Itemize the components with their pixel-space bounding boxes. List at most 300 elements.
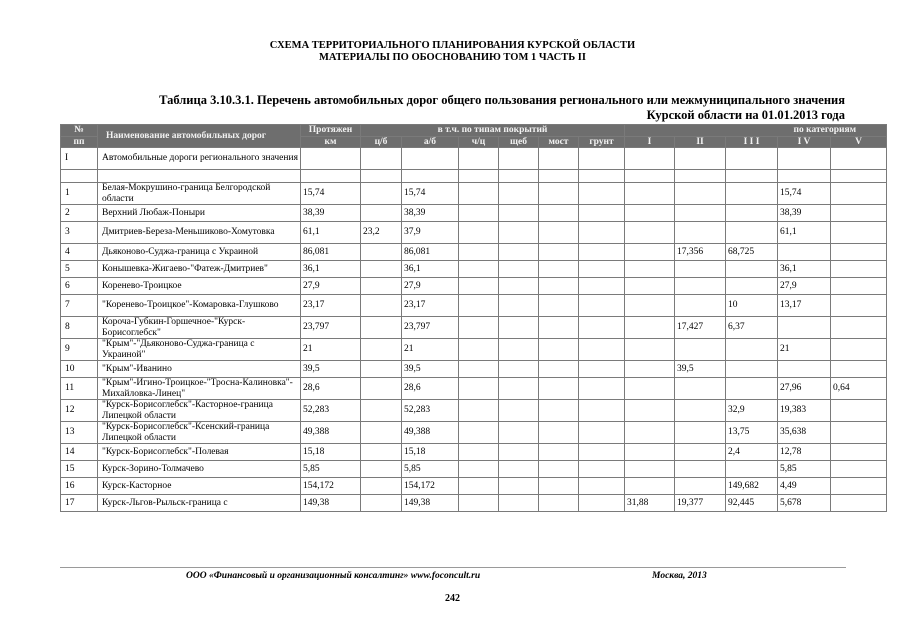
category-5 [831,461,887,478]
category-4: 27,96 [778,378,831,400]
table-row [61,378,887,400]
category-1 [625,339,675,361]
category-4: 5,678 [778,495,831,512]
category-1 [625,317,675,339]
header-most: мост [539,136,579,148]
category-5 [831,295,887,317]
surface-most [539,444,579,461]
category-5 [831,148,887,170]
category-5 [831,400,887,422]
category-2: 19,377 [675,495,726,512]
category-1 [625,183,675,205]
surface-cb [361,205,402,222]
surface-most [539,361,579,378]
surface-chc [459,461,499,478]
surface-sheb [499,495,539,512]
road-name: Конышевка-Жигаево-"Фатеж-Дмитриев" [98,261,301,278]
surface-sheb [499,295,539,317]
category-2 [675,183,726,205]
header-road-name: Наименование автомобильных дорог [98,125,301,148]
surface-cb [361,478,402,495]
surface-ab: 86,081 [402,244,459,261]
surface-sheb [499,478,539,495]
road-name: "Курск-Борисоглебск"-Полевая [98,444,301,461]
surface-most [539,261,579,278]
surface-chc [459,478,499,495]
page-footer [60,567,846,582]
surface-most [539,478,579,495]
table-row [61,478,887,495]
header-cat-4: I V [778,136,831,148]
row-number: I [61,148,98,170]
surface-ab: 39,5 [402,361,459,378]
length-km: 27,9 [301,278,361,295]
category-1 [625,400,675,422]
category-1 [625,295,675,317]
header-cat-1: I [625,136,675,148]
row-number: 2 [61,205,98,222]
length-km: 149,38 [301,495,361,512]
surface-sheb [499,461,539,478]
category-2 [675,148,726,170]
category-2: 17,427 [675,317,726,339]
category-1 [625,261,675,278]
surface-sheb [499,261,539,278]
category-3 [726,261,778,278]
category-3: 10 [726,295,778,317]
surface-chc [459,278,499,295]
category-1 [625,170,675,183]
surface-grunt [579,400,625,422]
table-row [61,422,887,444]
category-5 [831,444,887,461]
category-2 [675,378,726,400]
table-row [61,244,887,261]
table-header-row-1 [61,125,887,137]
row-number: 17 [61,495,98,512]
row-number: 8 [61,317,98,339]
category-4: 21 [778,339,831,361]
header-categories: по категориям [625,125,887,137]
length-km: 86,081 [301,244,361,261]
road-name: Курск-Касторное [98,478,301,495]
surface-grunt [579,278,625,295]
road-name: Дмитриев-Береза-Меньшиково-Хомутовка [98,222,301,244]
table-row [61,148,887,170]
category-3 [726,278,778,295]
surface-most [539,339,579,361]
category-5 [831,222,887,244]
row-number: 9 [61,339,98,361]
surface-ab: 149,38 [402,495,459,512]
category-4 [778,361,831,378]
surface-ab: 52,283 [402,400,459,422]
header-ab: а/б [402,136,459,148]
header-num: № [61,125,98,137]
length-km: 28,6 [301,378,361,400]
surface-sheb [499,148,539,170]
surface-grunt [579,170,625,183]
road-name: Курск-Зорино-Толмачево [98,461,301,478]
category-5 [831,205,887,222]
surface-cb [361,170,402,183]
surface-ab [402,148,459,170]
surface-cb [361,148,402,170]
category-5 [831,317,887,339]
surface-grunt [579,461,625,478]
surface-chc [459,400,499,422]
row-number: 14 [61,444,98,461]
header-pp: пп [61,136,98,148]
surface-grunt [579,378,625,400]
category-1 [625,378,675,400]
surface-chc [459,261,499,278]
road-name: Коренево-Троицкое [98,278,301,295]
surface-most [539,317,579,339]
category-3 [726,222,778,244]
surface-cb [361,244,402,261]
surface-ab: 49,388 [402,422,459,444]
table-row [61,222,887,244]
category-5 [831,278,887,295]
footer-company: ООО «Финансовый и организационный консалтинг» www.foconcult.ru [186,571,481,581]
header-length: Протяжен [301,125,361,137]
surface-cb [361,444,402,461]
surface-ab [402,170,459,183]
surface-chc [459,170,499,183]
category-2: 39,5 [675,361,726,378]
surface-chc [459,378,499,400]
surface-most [539,183,579,205]
category-5 [831,261,887,278]
category-4: 4,49 [778,478,831,495]
row-number: 10 [61,361,98,378]
surface-most [539,295,579,317]
surface-grunt [579,422,625,444]
category-5 [831,244,887,261]
category-3 [726,378,778,400]
table-row [61,170,887,183]
table-row [61,295,887,317]
category-3: 32,9 [726,400,778,422]
length-km: 61,1 [301,222,361,244]
category-3: 6,37 [726,317,778,339]
table-row [61,400,887,422]
surface-ab: 154,172 [402,478,459,495]
category-3: 92,445 [726,495,778,512]
category-3 [726,148,778,170]
surface-most [539,222,579,244]
row-number: 5 [61,261,98,278]
surface-chc [459,183,499,205]
footer-city-year: Москва, 2013 [652,571,707,581]
category-1 [625,361,675,378]
surface-ab: 28,6 [402,378,459,400]
surface-most [539,422,579,444]
document-header-subtitle: МАТЕРИАЛЫ ПО ОБОСНОВАНИЮ ТОМ 1 ЧАСТЬ II [319,52,586,63]
surface-grunt [579,478,625,495]
surface-sheb [499,183,539,205]
table-row [61,183,887,205]
surface-chc [459,222,499,244]
surface-most [539,400,579,422]
surface-sheb [499,339,539,361]
road-name: Дьяконово-Суджа-граница с Украиной [98,244,301,261]
surface-cb [361,295,402,317]
length-km: 23,17 [301,295,361,317]
surface-grunt [579,261,625,278]
category-4: 5,85 [778,461,831,478]
surface-chc [459,444,499,461]
category-2 [675,278,726,295]
surface-ab: 36,1 [402,261,459,278]
category-1 [625,444,675,461]
category-1 [625,148,675,170]
table-row [61,261,887,278]
surface-cb [361,461,402,478]
surface-cb [361,278,402,295]
length-km: 38,39 [301,205,361,222]
surface-ab: 15,18 [402,444,459,461]
length-km: 52,283 [301,400,361,422]
category-4: 19,383 [778,400,831,422]
surface-chc [459,295,499,317]
surface-sheb [499,378,539,400]
surface-chc [459,422,499,444]
surface-chc [459,339,499,361]
table-row [61,205,887,222]
table-row [61,317,887,339]
category-2 [675,205,726,222]
table-caption: Таблица 3.10.3.1. Перечень автомобильных дорог общего пользования регионального или межмуниципального значения [159,93,845,107]
road-name: Курск-Льгов-Рыльск-граница с [98,495,301,512]
category-3: 13,75 [726,422,778,444]
table-row [61,278,887,295]
category-1 [625,422,675,444]
category-2 [675,478,726,495]
surface-sheb [499,278,539,295]
row-number: 1 [61,183,98,205]
road-name: Короча-Губкин-Горшечное-"Курск-Борисоглебск" [98,317,301,339]
surface-grunt [579,317,625,339]
surface-grunt [579,295,625,317]
category-4: 35,638 [778,422,831,444]
table-row [61,444,887,461]
surface-sheb [499,222,539,244]
surface-chc [459,244,499,261]
table-caption-date: Курской области на 01.01.2013 года [646,108,845,122]
category-4: 13,17 [778,295,831,317]
surface-cb: 23,2 [361,222,402,244]
surface-cb [361,339,402,361]
category-4: 12,78 [778,444,831,461]
table-row [61,339,887,361]
road-name: "Крым"-Игино-Троицкое-"Тросна-Калиновка"-Михайловка-Линец" [98,378,301,400]
category-3: 149,682 [726,478,778,495]
row-number: 16 [61,478,98,495]
category-2: 17,356 [675,244,726,261]
surface-cb [361,261,402,278]
category-4 [778,170,831,183]
table-row [61,461,887,478]
surface-chc [459,205,499,222]
category-5: 0,64 [831,378,887,400]
category-2 [675,400,726,422]
surface-sheb [499,361,539,378]
category-1 [625,205,675,222]
category-1 [625,244,675,261]
header-cat-3: I I I [726,136,778,148]
category-2 [675,461,726,478]
length-km: 49,388 [301,422,361,444]
surface-most [539,495,579,512]
surface-sheb [499,205,539,222]
road-name: Белая-Мокрушино-граница Белгородской области [98,183,301,205]
category-3 [726,361,778,378]
surface-sheb [499,170,539,183]
row-number: 11 [61,378,98,400]
surface-most [539,170,579,183]
surface-cb [361,378,402,400]
surface-sheb [499,444,539,461]
category-5 [831,170,887,183]
surface-cb [361,317,402,339]
category-5 [831,478,887,495]
surface-grunt [579,205,625,222]
surface-grunt [579,361,625,378]
surface-most [539,378,579,400]
surface-ab: 23,17 [402,295,459,317]
surface-cb [361,183,402,205]
row-number: 12 [61,400,98,422]
header-cb: ц/б [361,136,402,148]
row-number: 4 [61,244,98,261]
header-grunt: грунт [579,136,625,148]
surface-chc [459,148,499,170]
category-1 [625,478,675,495]
surface-ab: 38,39 [402,205,459,222]
length-km: 39,5 [301,361,361,378]
category-2 [675,444,726,461]
road-name: Автомобильные дороги регионального значения [98,148,301,170]
category-5 [831,495,887,512]
surface-grunt [579,339,625,361]
surface-sheb [499,422,539,444]
table-body [61,148,887,512]
row-number: 13 [61,422,98,444]
category-5 [831,422,887,444]
category-4: 15,74 [778,183,831,205]
category-4 [778,244,831,261]
surface-cb [361,422,402,444]
length-km [301,170,361,183]
header-cat-5: V [831,136,887,148]
table-row [61,361,887,378]
length-km [301,148,361,170]
row-number: 3 [61,222,98,244]
header-km: км [301,136,361,148]
surface-chc [459,495,499,512]
length-km: 154,172 [301,478,361,495]
surface-grunt [579,148,625,170]
surface-most [539,148,579,170]
page-number: 242 [445,593,460,604]
category-3 [726,205,778,222]
surface-chc [459,317,499,339]
category-1 [625,278,675,295]
surface-grunt [579,444,625,461]
category-1 [625,222,675,244]
category-4 [778,317,831,339]
surface-ab: 5,85 [402,461,459,478]
surface-ab: 27,9 [402,278,459,295]
length-km: 23,797 [301,317,361,339]
road-name: Верхний Любаж-Поныри [98,205,301,222]
length-km: 21 [301,339,361,361]
length-km: 15,18 [301,444,361,461]
surface-cb [361,495,402,512]
surface-ab: 37,9 [402,222,459,244]
category-2 [675,295,726,317]
surface-grunt [579,183,625,205]
header-cat-2: II [675,136,726,148]
header-sheb: щеб [499,136,539,148]
header-chc: ч/ц [459,136,499,148]
category-2 [675,222,726,244]
length-km: 15,74 [301,183,361,205]
category-2 [675,422,726,444]
road-name: "Коренево-Троицкое"-Комаровка-Глушково [98,295,301,317]
category-2 [675,261,726,278]
road-name: "Крым"-Иванино [98,361,301,378]
road-name: "Курск-Борисоглебск"-Ксенский-граница Липецкой области [98,422,301,444]
category-3 [726,339,778,361]
category-3 [726,183,778,205]
category-1 [625,461,675,478]
document-header-title: СХЕМА ТЕРРИТОРИАЛЬНОГО ПЛАНИРОВАНИЯ КУРСКОЙ ОБЛАСТИ [269,40,636,51]
category-5 [831,339,887,361]
category-3 [726,170,778,183]
category-3: 68,725 [726,244,778,261]
surface-ab: 21 [402,339,459,361]
category-5 [831,361,887,378]
surface-grunt [579,495,625,512]
header-surface-types: в т.ч. по типам покрытий [361,125,625,137]
row-number [61,170,98,183]
surface-cb [361,400,402,422]
table-row [61,495,887,512]
surface-most [539,278,579,295]
surface-chc [459,361,499,378]
surface-sheb [499,400,539,422]
road-name [98,170,301,183]
surface-most [539,461,579,478]
length-km: 5,85 [301,461,361,478]
surface-cb [361,361,402,378]
roads-table [60,124,887,512]
surface-sheb [499,244,539,261]
surface-grunt [579,222,625,244]
category-4 [778,148,831,170]
surface-most [539,244,579,261]
row-number: 6 [61,278,98,295]
surface-grunt [579,244,625,261]
category-5 [831,183,887,205]
surface-ab: 15,74 [402,183,459,205]
category-4: 61,1 [778,222,831,244]
surface-most [539,205,579,222]
road-name: "Крым"-"Дьяконово-Суджа-граница с Украиной" [98,339,301,361]
